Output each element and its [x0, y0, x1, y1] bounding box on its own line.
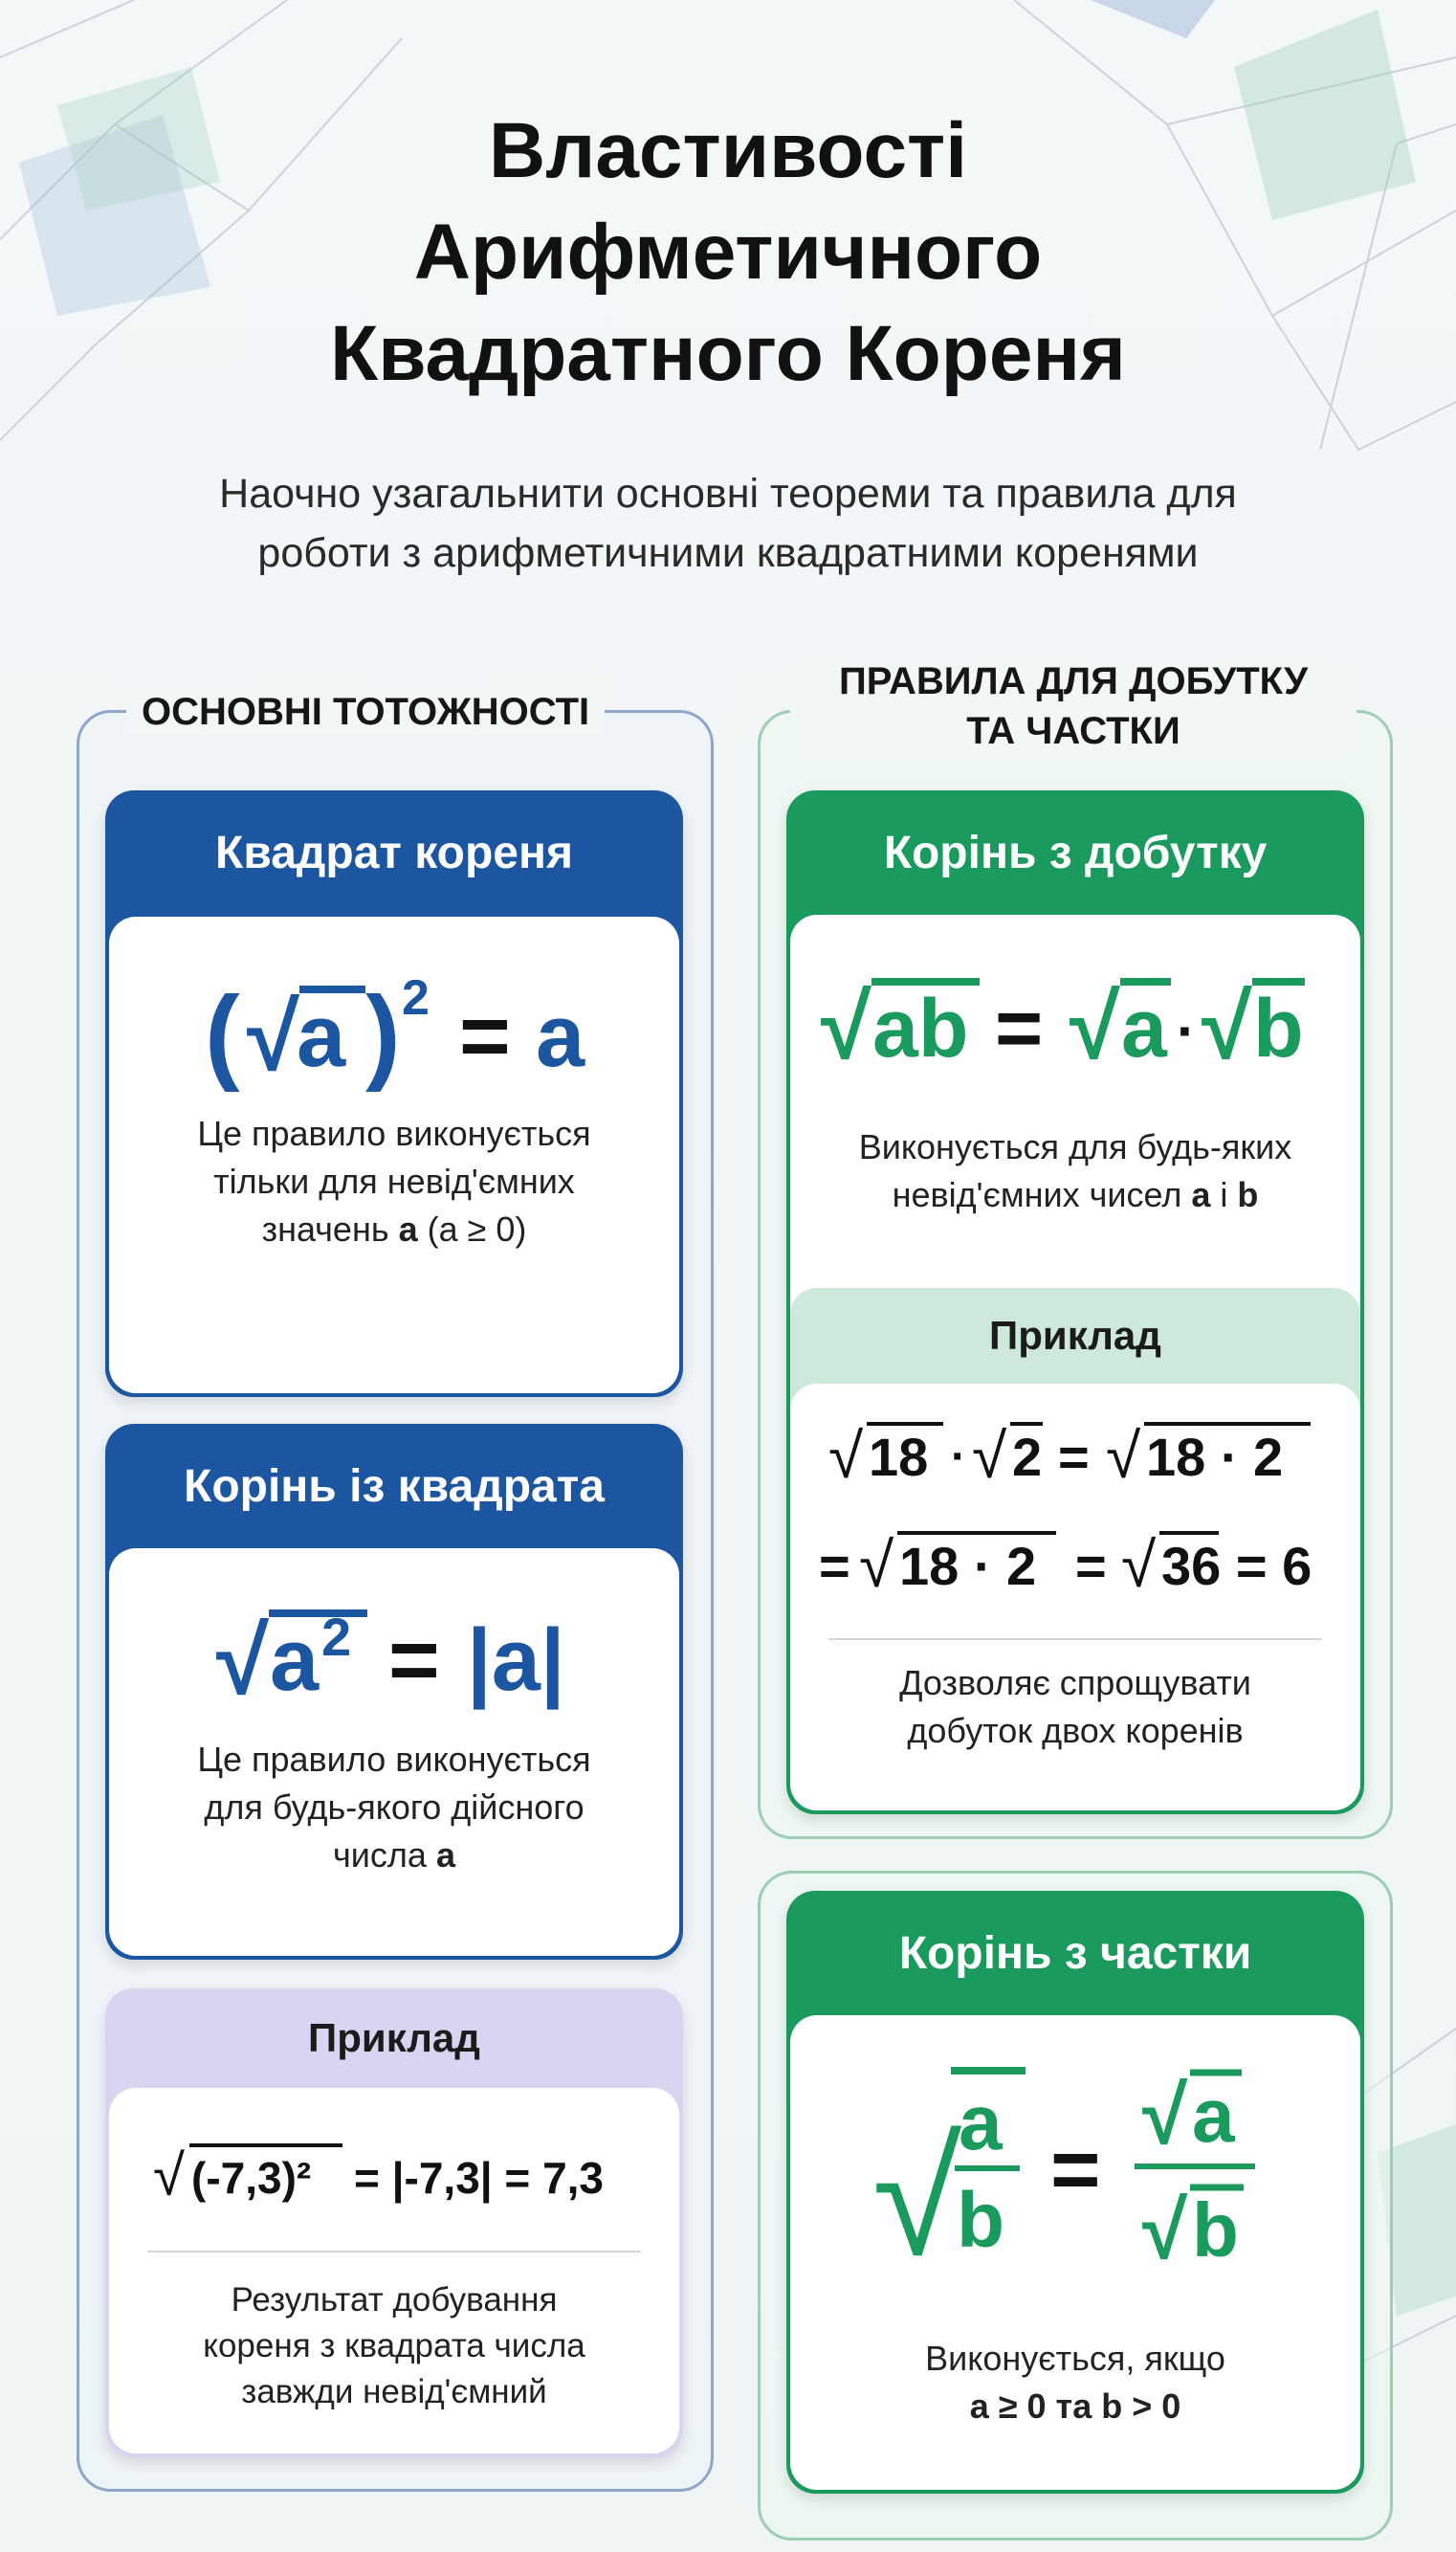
svg-text:√: √ [821, 976, 871, 1078]
desc-line: Це правило виконується [197, 1114, 591, 1153]
product-example-divider [828, 1638, 1322, 1640]
svg-text:√: √ [859, 1529, 894, 1600]
desc-variable: a [435, 1835, 455, 1875]
svg-text:√: √ [872, 2108, 962, 2290]
right-column-heading [790, 656, 1357, 756]
svg-text:√: √ [216, 1608, 269, 1715]
desc-line: добуток двох коренів [907, 1711, 1244, 1750]
desc-line: Результат добування [231, 2281, 558, 2319]
root-of-square-card [105, 1424, 683, 1960]
desc-line-part: числа [333, 1835, 436, 1875]
left-column-heading: ОСНОВНІ ТОТОЖНОСТІ [126, 687, 605, 737]
svg-text:√: √ [972, 1420, 1007, 1491]
left-example-title: Приклад [308, 2015, 480, 2060]
product-example-title: Приклад [989, 1313, 1161, 1358]
svg-text:√: √ [153, 2143, 185, 2208]
subtitle-line: роботи з арифметичними квадратними коренями [257, 530, 1199, 576]
svg-text:√: √ [1202, 976, 1252, 1078]
svg-text:18 · 2: 18 · 2 [1146, 1427, 1284, 1487]
root-of-product-formula [790, 963, 1360, 1087]
left-example-card [105, 1988, 683, 2457]
svg-text:=: = [388, 1611, 440, 1709]
svg-text:=: = [459, 988, 511, 1085]
desc-line: Виконується для будь-яких [858, 1127, 1292, 1166]
svg-text:·: · [1177, 999, 1196, 1063]
svg-text:√: √ [247, 984, 299, 1091]
svg-text:): ) [365, 975, 401, 1093]
desc-line-part: невід'ємних чисел [892, 1175, 1192, 1214]
svg-text:18 · 2: 18 · 2 [899, 1536, 1037, 1596]
left-example-description [128, 2277, 660, 2415]
svg-text:2: 2 [321, 1607, 352, 1667]
root-of-square-title: Корінь із квадрата [184, 1460, 605, 1512]
root-of-quotient-card [786, 1891, 1364, 2494]
svg-text:2: 2 [1012, 1427, 1043, 1487]
subtitle-line: Наочно узагальнити основні теореми та правила для [219, 471, 1237, 517]
svg-text:=: = [1075, 1536, 1107, 1596]
left-example-formula [109, 2126, 679, 2222]
svg-text:b: b [957, 2177, 1005, 2264]
desc-line: завжди невід'ємний [241, 2373, 547, 2410]
svg-text:√: √ [1121, 1529, 1157, 1600]
desc-line: кореня з квадрата числа [203, 2327, 585, 2364]
svg-text:(: ( [205, 975, 240, 1093]
page-title-line: Арифметичного [413, 209, 1043, 296]
desc-line-part: (a ≥ 0) [417, 1209, 527, 1249]
desc-variable: a [1191, 1175, 1211, 1214]
desc-variable: b [1237, 1175, 1259, 1214]
square-of-root-title: Квадрат кореня [215, 827, 573, 878]
left-example-divider [147, 2251, 641, 2252]
desc-line-part: і [1210, 1175, 1238, 1214]
page-title [0, 100, 1456, 405]
left-example-radicand: (-7,3)² [191, 2153, 312, 2203]
product-example-panel [790, 1288, 1360, 1810]
product-example-formula [790, 1403, 1360, 1613]
left-example-result: = |-7,3| = 7,3 [354, 2153, 605, 2203]
svg-text:√: √ [1142, 2185, 1188, 2276]
svg-text:a: a [1192, 2073, 1235, 2158]
page-title-line: Властивості [489, 107, 967, 194]
desc-line: Дозволяє спрощувати [899, 1663, 1251, 1702]
product-example-description [809, 1659, 1341, 1755]
svg-text:=: = [995, 983, 1044, 1075]
svg-text:a: a [1121, 983, 1167, 1075]
square-of-root-card [105, 790, 683, 1397]
svg-text:a: a [297, 988, 346, 1085]
right-heading-line: ПРАВИЛА ДЛЯ ДОБУТКУ [839, 660, 1308, 702]
root-of-product-description [809, 1123, 1341, 1219]
right-heading-line: ТА ЧАСТКИ [966, 710, 1180, 752]
desc-line: для будь-якого дійсного [204, 1787, 585, 1827]
svg-text:2: 2 [402, 970, 430, 1026]
root-of-square-formula [109, 1587, 679, 1720]
svg-text:=: = [1058, 1427, 1090, 1487]
svg-text:b: b [1192, 2187, 1239, 2273]
product-example-body [790, 1384, 1360, 1810]
svg-text:·: · [951, 1431, 966, 1482]
desc-line: Це правило виконується [197, 1740, 591, 1779]
square-of-root-description [128, 1110, 660, 1254]
svg-text:√: √ [1142, 2070, 1188, 2162]
square-of-root-formula [109, 955, 679, 1108]
root-of-square-description [128, 1736, 660, 1879]
svg-text:|a|: |a| [467, 1611, 565, 1709]
svg-text:√: √ [1070, 976, 1120, 1078]
page-subtitle [124, 464, 1332, 583]
root-of-product-card [786, 790, 1364, 1814]
desc-line-part: значень [261, 1209, 399, 1249]
root-of-quotient-title: Корінь з частки [898, 1927, 1252, 1979]
svg-text:36 = 6: 36 = 6 [1161, 1536, 1313, 1596]
desc-line: тільки для невід'ємних [213, 1162, 575, 1201]
svg-text:=: = [819, 1536, 850, 1596]
svg-text:b: b [1253, 983, 1304, 1075]
desc-line: Виконується, якщо [925, 2339, 1225, 2378]
svg-text:18: 18 [869, 1427, 929, 1487]
root-of-quotient-formula [790, 2034, 1360, 2293]
root-of-product-title: Корінь з добутку [883, 827, 1268, 878]
svg-text:√: √ [1106, 1420, 1141, 1491]
svg-text:a: a [536, 988, 585, 1085]
root-of-quotient-description [809, 2335, 1341, 2430]
desc-variable: a [398, 1209, 418, 1249]
svg-text:ab: ab [872, 983, 969, 1075]
desc-condition: a ≥ 0 та b > 0 [969, 2386, 1181, 2426]
svg-text:=: = [1050, 2122, 1101, 2218]
svg-text:√: √ [828, 1420, 864, 1491]
svg-text:a: a [270, 1611, 320, 1709]
svg-text:a: a [959, 2079, 1003, 2166]
page-title-line: Квадратного Кореня [330, 310, 1126, 397]
